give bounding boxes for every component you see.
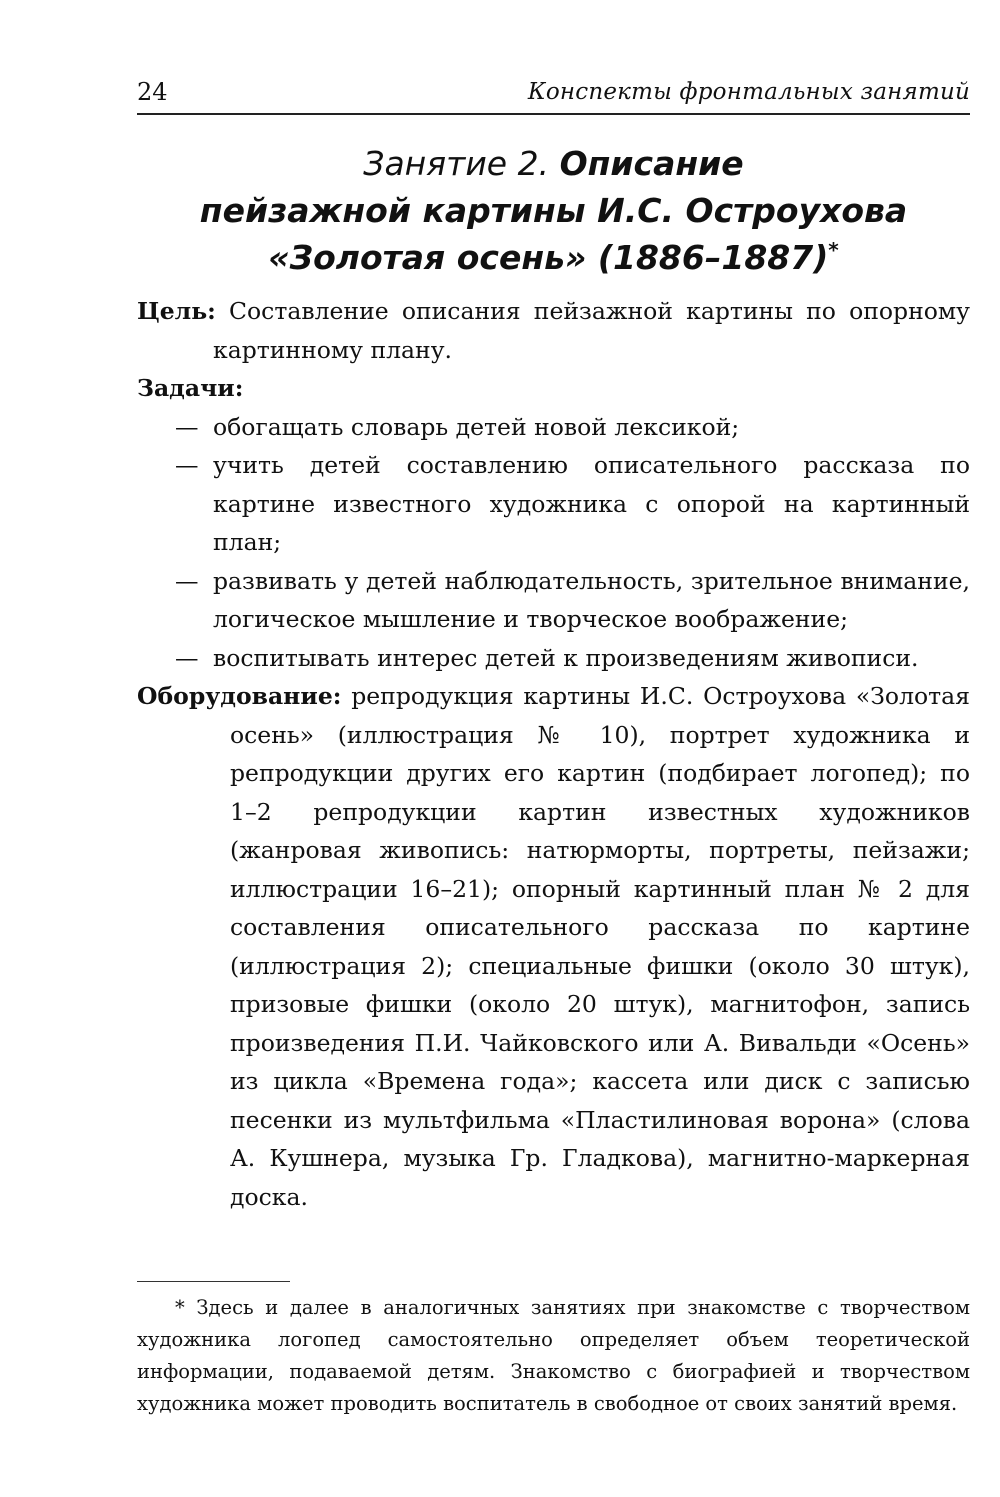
task-item bbox=[137, 562, 970, 639]
footnote-rule bbox=[137, 1281, 290, 1282]
task-text: воспитывать интерес детей к произведениям живописи. bbox=[213, 643, 919, 672]
equipment-text: репродукция картины И.С. Остроухова «Золотая осень» (иллюстрация № 10), портрет художника и репродукции других его картин (подбирает логопед); по 1–2 репродукции картин известных художников (жанровая живопись: натюрморты, портреты, пейзажи; иллюстрации 16–21); опорный картинный план № 2 для составления описательного рассказа по картине (иллюстрация 2); специальные фишки (около 30 штук), призовые фишки (около 20 штук), магнитофон, запись произведения П.И. Чайковского или А. Вивальди «Осень» из цикла «Времена года»; кассета или диск с записью песенки из мультфильма «Пластилиновая ворона» (слова А. Кушнера, музыка Гр. Гладкова), магнитно-маркерная доска. bbox=[230, 682, 970, 1211]
dash: — bbox=[175, 566, 199, 595]
equipment-label: Оборудование: bbox=[137, 682, 342, 710]
goal-paragraph bbox=[137, 292, 970, 369]
footnote: * Здесь и далее в аналогичных занятиях при знакомстве с творчеством художника логопед самостоятельно определяет объем теоретической информации, подаваемой детям. Знакомство с биографией и творчеством художника может проводить воспитатель в свободное от своих занятий время. bbox=[137, 1296, 970, 1415]
dash: — bbox=[175, 451, 199, 479]
goal-text: Составление описания пейзажной картины по опорному картинному плану. bbox=[213, 297, 970, 364]
body-text bbox=[137, 292, 970, 1216]
task-item bbox=[137, 639, 970, 678]
footnote-mark: * bbox=[828, 238, 839, 262]
task-text: развивать у детей наблюдательность, зрительное внимание, логическое мышление и творческое воображение; bbox=[213, 566, 970, 633]
lesson-title-line-3 bbox=[137, 234, 970, 281]
running-header bbox=[137, 78, 970, 110]
task-item bbox=[137, 408, 970, 447]
running-title: Конспекты фронтальных занятий bbox=[527, 79, 970, 105]
lesson-title bbox=[137, 140, 970, 281]
page-number: 24 bbox=[137, 78, 168, 106]
dash: — bbox=[175, 643, 199, 672]
lesson-number: Занятие 2. bbox=[363, 144, 550, 183]
task-item bbox=[137, 446, 970, 562]
task-text: обогащать словарь детей новой лексикой; bbox=[213, 412, 740, 441]
dash: — bbox=[175, 412, 199, 441]
goal-label: Цель: bbox=[137, 297, 216, 325]
tasks-label: Задачи: bbox=[137, 374, 244, 402]
equipment-paragraph bbox=[137, 677, 970, 1216]
lesson-title-line-1 bbox=[137, 140, 970, 187]
header-rule bbox=[137, 113, 970, 115]
task-text: учить детей составлению описательного рассказа по картине известного художника с опорой на картинный план; bbox=[213, 451, 970, 556]
lesson-title-bold: Описание bbox=[559, 144, 744, 183]
lesson-title-line-3-text: «Золотая осень» (1886–1887) bbox=[268, 238, 829, 277]
lesson-title-line-2: пейзажной картины И.С. Остроухова bbox=[199, 191, 908, 230]
tasks-heading bbox=[137, 369, 970, 408]
